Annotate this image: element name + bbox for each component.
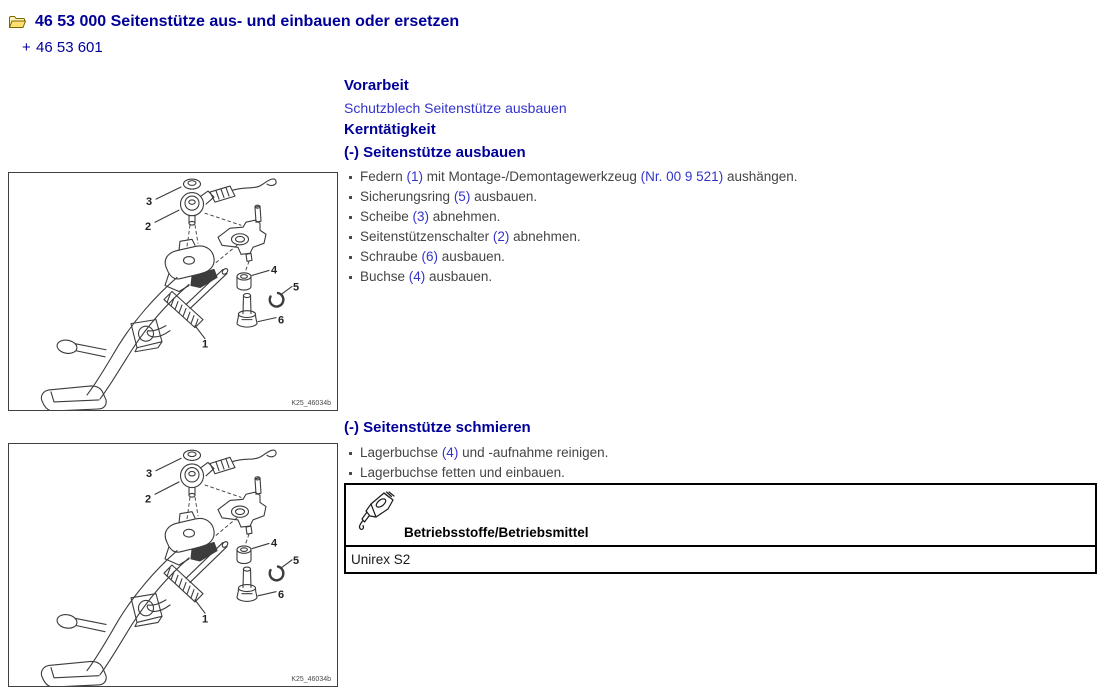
step-item xyxy=(344,207,798,227)
step-text: ausbauen. xyxy=(438,249,505,264)
vorarbeit-heading: Vorarbeit xyxy=(344,77,409,94)
tree-subitem[interactable] xyxy=(22,39,103,56)
step-text: Seitenstützenschalter xyxy=(360,229,493,244)
step-text: Scheibe xyxy=(360,209,413,224)
consumables-header-label: Betriebsstoffe/Betriebsmittel xyxy=(404,525,589,540)
step-text: Sicherungsring xyxy=(360,189,454,204)
section1-heading: (-) Seitenstütze ausbauen xyxy=(344,144,526,161)
side-stand-diagram xyxy=(9,444,337,686)
step-text: Schraube xyxy=(360,249,422,264)
section2-heading: (-) Seitenstütze schmieren xyxy=(344,419,531,436)
callout-1: 1 xyxy=(202,613,209,626)
callout-6: 6 xyxy=(277,314,285,327)
part-ref-link[interactable]: (4) xyxy=(408,269,426,284)
step-text: Federn xyxy=(360,169,407,184)
step-text: aushängen. xyxy=(723,169,798,184)
step-item xyxy=(344,247,798,267)
part-ref-link[interactable]: (4) xyxy=(441,445,459,460)
callout-3: 3 xyxy=(146,467,153,480)
subitem-number[interactable]: 46 53 601 xyxy=(36,39,103,56)
step-item xyxy=(344,443,608,463)
figure-caption: K25_46034b xyxy=(291,399,331,407)
part-ref-link[interactable]: (5) xyxy=(453,189,471,204)
callout-3: 3 xyxy=(146,196,153,209)
step-text: ausbauen. xyxy=(425,269,493,284)
part-ref-link[interactable]: (2) xyxy=(492,229,510,244)
callout-4: 4 xyxy=(271,264,278,277)
part-ref-link[interactable]: (6) xyxy=(421,249,439,264)
part-ref-link[interactable]: (1) xyxy=(406,169,424,184)
exploded-view-figure-1 xyxy=(8,172,338,411)
step-text: mit Montage-/Demontagewerkzeug xyxy=(423,169,641,184)
kerntaetigkeit-heading: Kerntätigkeit xyxy=(344,121,436,138)
step-text: Lagerbuchse fetten und einbauen. xyxy=(360,465,565,480)
tool-ref-link[interactable]: (Nr. 00 9 521) xyxy=(640,169,724,184)
step-text: abnehmen. xyxy=(429,209,501,224)
step-text: Buchse xyxy=(360,269,409,284)
figure-caption: K25_46034b xyxy=(291,674,331,683)
callout-2: 2 xyxy=(145,221,152,234)
callout-2: 2 xyxy=(145,493,152,506)
consumables-table xyxy=(344,483,1097,574)
consumable-row: Unirex S2 xyxy=(346,545,1095,572)
grease-tube-icon xyxy=(355,490,397,534)
step-item xyxy=(344,187,798,207)
part-ref-link[interactable]: (3) xyxy=(412,209,430,224)
procedure-title[interactable]: 46 53 000 Seitenstütze aus- und einbauen oder ersetzen xyxy=(35,13,460,30)
consumables-table-header xyxy=(346,485,1095,545)
step-item xyxy=(344,167,798,187)
callout-4: 4 xyxy=(271,537,278,550)
expand-plus[interactable]: + xyxy=(22,39,31,56)
step-text: abnehmen. xyxy=(509,229,581,244)
section2-steps xyxy=(344,443,608,483)
callout-6: 6 xyxy=(278,588,285,601)
schutzblech-link[interactable]: Schutzblech Seitenstütze ausbauen xyxy=(344,100,567,116)
callout-1: 1 xyxy=(201,338,209,351)
step-text: und -aufnahme reinigen. xyxy=(458,445,609,460)
step-text: Lagerbuchse xyxy=(360,445,442,460)
callout-5: 5 xyxy=(293,281,300,294)
side-stand-diagram xyxy=(9,173,337,410)
callout-5: 5 xyxy=(293,554,300,568)
step-item xyxy=(344,227,798,247)
step-item xyxy=(344,267,798,287)
tree-node-header xyxy=(8,13,459,31)
section1-steps xyxy=(344,167,798,287)
step-text: ausbauen. xyxy=(470,189,538,204)
step-item xyxy=(344,463,608,483)
open-folder-icon[interactable] xyxy=(8,15,27,30)
exploded-view-figure-2 xyxy=(8,443,338,687)
